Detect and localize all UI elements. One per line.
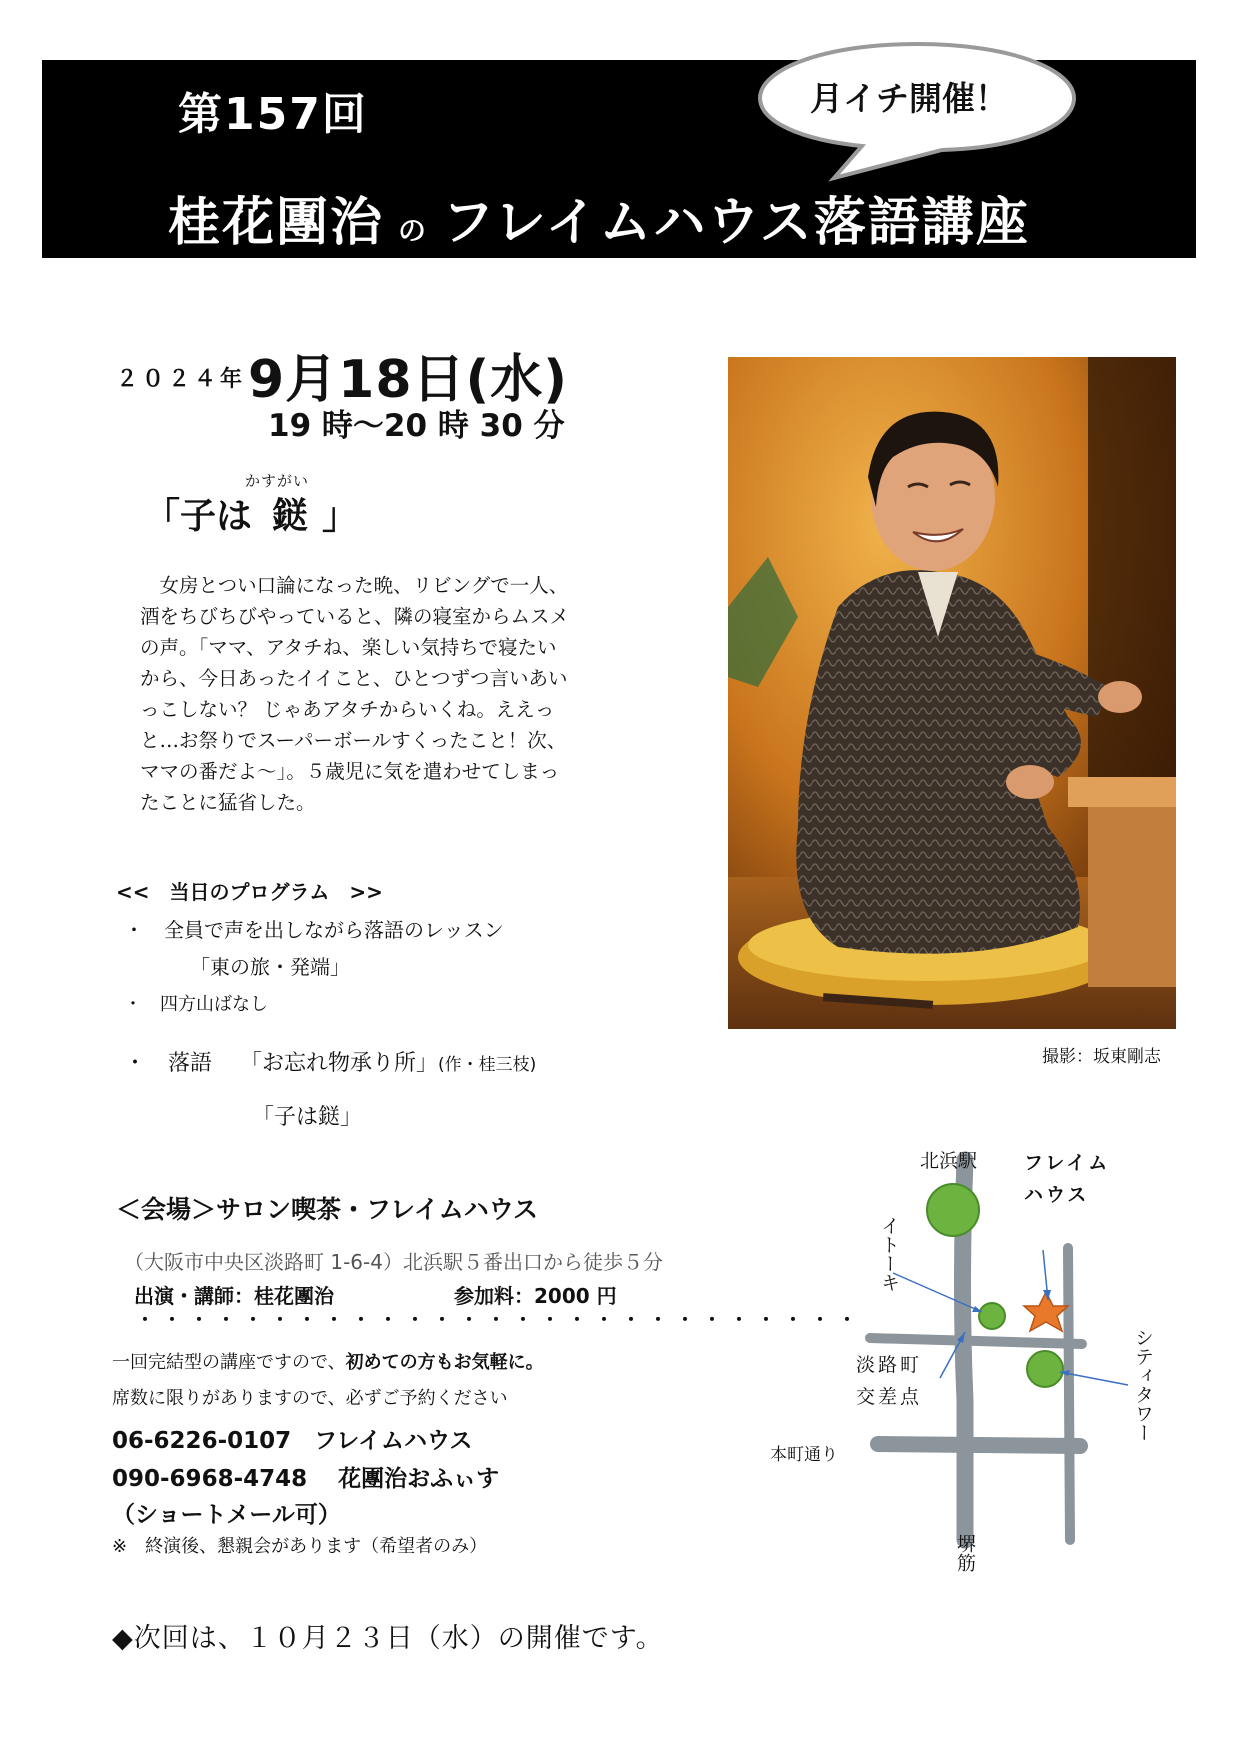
program-heading: << 当日のプログラム >> [116, 880, 383, 904]
venue-address: （大阪市中央区淡路町 1-6-4）北浜駅５番出口から徒歩５分 [124, 1250, 663, 1274]
program-item-2: ・ 四方山ばなし [124, 994, 268, 1015]
beginner-note [112, 1348, 544, 1374]
kitahama-station-marker [927, 1184, 979, 1236]
story-title-open: 「子は [144, 495, 253, 537]
next-event: ◆次回は、１０月２３日（水）の開催です。 [112, 1623, 664, 1654]
fee-info: 参加料：2000 円 [454, 1284, 617, 1308]
sms-note: （ショートメール可） [112, 1502, 341, 1528]
itoki-marker [979, 1303, 1005, 1329]
map-label-city-tower: シティタワー [1132, 1328, 1154, 1442]
program-item-3-title [240, 1046, 536, 1077]
city-tower-marker [1027, 1351, 1063, 1387]
performer-info: 出演・講師：桂花團治 [134, 1284, 334, 1308]
side-road [1068, 1248, 1070, 1540]
beginner-note-bold: 初めての方もお気軽に。 [345, 1352, 544, 1373]
map-label-flamehouse-2: ハウス [1024, 1184, 1090, 1206]
event-year: ２０２４年 [116, 367, 247, 392]
program-item-3-author: (作・桂三枝) [438, 1055, 537, 1075]
map-label-sakai: 堺筋 [954, 1534, 976, 1572]
phone-flamehouse[interactable]: 06-6226-0107 フレイムハウス [112, 1428, 473, 1454]
map-label-kitahama: 北浜駅 [920, 1150, 978, 1172]
program-item-3-label: ・ 落語 [124, 1051, 213, 1076]
after-party-note: ※ 終演後、懇親会があります（希望者のみ） [112, 1536, 488, 1557]
flamehouse-marker-icon [1024, 1292, 1068, 1331]
honmachi-road [878, 1444, 1080, 1446]
map-label-honmachi: 本町通り [770, 1445, 838, 1465]
story-title-close: 」 [322, 495, 359, 537]
awajimachi-road [870, 1338, 1082, 1344]
map-label-itoki: イトーキ [878, 1216, 900, 1292]
phone-office[interactable]: 090-6968-4748 花團治おふぃす [112, 1466, 500, 1492]
program-item-3-title2: 「子は鎹」 [252, 1105, 363, 1130]
event-date: 9月18日(水) [248, 350, 569, 410]
story-title-kanji: 鎹 [272, 495, 309, 537]
story-title [144, 488, 358, 539]
photo-credit: 撮影：坂東剛志 [1042, 1047, 1161, 1067]
beginner-note-plain: 一回完結型の講座ですので、 [112, 1352, 346, 1373]
map-label-flamehouse-1: フレイム [1024, 1152, 1111, 1174]
edition-number: 第157回 [178, 89, 368, 140]
venue-label: ＜会場＞サロン喫茶・フレイムハウス [116, 1195, 539, 1224]
bubble-text: 月イチ開催！ [810, 79, 1008, 118]
title-ruby: かすがい [245, 472, 310, 490]
course-name: フレイムハウス落語講座 [442, 193, 1030, 253]
map-label-awajimachi-1: 淡路町 [856, 1354, 923, 1376]
program-item-1-sub: 「東の旅・発端」 [190, 955, 350, 979]
event-time: 19 時〜20 時 30 分 [268, 408, 565, 444]
dotted-divider: ・・・・・・・・・・・・・・・・・・・・・・・・・・・ [136, 1310, 865, 1331]
map-label-awajimachi-2: 交差点 [856, 1386, 923, 1408]
title-particle: の [398, 214, 429, 247]
performer-name: 桂花團治 [168, 193, 385, 253]
story-text: 女房とつい口論になった晩、リビングで一人、 酒をちびちびやっていると、隣の寝室からムスメ の声。「ママ、アタチね、楽しい気持ちで寝たい から、今日あったイイこと、ひとつずつ言いあい っこしない？ じゃあアタチからいくね。ええっ と…お祭りでスーパーボールすくったこと！次、 ママの番だよ〜」。５歳児に気を遣わせてしまっ たことに猛省した。 [140, 574, 570, 814]
course-title [168, 180, 1030, 255]
access-map [760, 1140, 1180, 1600]
program-item-1: ・ 全員で声を出しながら落語のレッスン [124, 918, 504, 942]
program-item-3-title-text: 「お忘れ物承り所」 [240, 1051, 439, 1076]
reservation-note: 席数に限りがありますので、必ずご予約ください [112, 1388, 508, 1409]
performer-photo [728, 357, 1176, 1029]
